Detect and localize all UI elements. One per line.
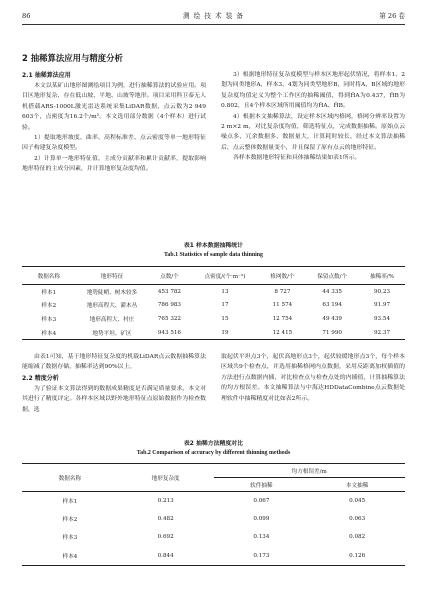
- table1-header: 点数/个: [148, 267, 190, 285]
- table-row: [22, 312, 405, 326]
- paragraph: 2）计算单一地形特征值，主成分贡献率和累计贡献率，提取影响地形特征的主成分因素，并计算地形复杂度均值。: [22, 155, 206, 173]
- paragraph: 4）根据本文抽稀算法，设定样本区域内格网，格网分辨率设置为2 m×2 m，对比复杂度均值，筛选特征点，完成数据抽稀。原始点云噪点多、冗余数据多，数据量大，计算耗时较长，经过本文算法抽稀后，点云整体数据量变小，并且保留了原有点云的地形特征。: [221, 113, 405, 151]
- table-cell: 0.126: [349, 552, 366, 559]
- table2-header-complexity: 地形复杂度: [118, 464, 214, 492]
- table1-header: 保留点数/个: [305, 267, 359, 285]
- table-row: [22, 326, 405, 340]
- table2-header-group: 均方根误差/m: [214, 464, 406, 478]
- table-cell: 0.844: [157, 552, 174, 559]
- table-cell: 765 322: [157, 315, 181, 322]
- table-cell: 样本3: [62, 535, 78, 542]
- table-cell: 12 415: [272, 329, 293, 336]
- paragraph: 各样本数据地形特征和具体抽稀结果如表1所示。: [233, 155, 361, 162]
- table-cell: 0.482: [157, 516, 174, 523]
- table1-caption: [22, 242, 405, 260]
- table-cell: 0.099: [253, 516, 270, 523]
- table1-caption-en: Tab.1 Statistics of sample data thinning: [164, 252, 263, 258]
- table-cell: 453 782: [157, 288, 181, 295]
- table2-caption-zh: 表2 抽稀方法精度对比: [183, 441, 244, 447]
- table-cell: 90.23: [373, 288, 390, 295]
- table1-header: 数据名称: [22, 267, 76, 285]
- paragraph: 取起伏平坦点3个，起伏高地形点3个，起伏较缓地形点3个，每个样本区域共9个检查点，并选用抽稀格网内点数据，采用反距离加权插值的方法进行点数据内插，对比检查点与检查点处的内插值，计算抽稀算法的均方根误差。本文抽稀算法与中海达HDDataCombine点云数据处理软件中抽稀精度对比如表2所示。: [221, 354, 405, 402]
- table-row: [22, 547, 405, 566]
- table-cell: 93.54: [373, 315, 390, 322]
- table-cell: 943 516: [157, 329, 181, 336]
- paragraph: 由表1可知，基于地形特征复杂度的机载LiDAR点云数据抽稀算法能缩减了数据存储，抽稀率达到90%以上。: [22, 354, 206, 371]
- running-header: [22, 10, 405, 25]
- table-cell: 0.067: [253, 498, 270, 505]
- table-cell: 0.173: [253, 552, 270, 559]
- table-cell: 63 194: [322, 302, 342, 309]
- table-row: [22, 492, 405, 511]
- table2-caption: [22, 440, 405, 458]
- table-row: [22, 510, 405, 528]
- table-cell: 44 335: [322, 288, 342, 295]
- paragraph: 1）提取地形坡度、曲率、高程标准差、点云密度等单一地形特征因子构建复杂度模型。: [22, 135, 206, 152]
- table-cell: 样本2: [62, 517, 78, 524]
- table-cell: 样本1: [41, 289, 57, 296]
- table-cell: 样本1: [62, 499, 78, 506]
- table-cell: 0.063: [349, 516, 366, 523]
- table2-header-name: 数据名称: [22, 464, 118, 492]
- table-cell: 8 727: [274, 288, 291, 295]
- volume-label: 第 26 卷: [379, 12, 405, 20]
- table-cell: 样本3: [41, 316, 57, 323]
- table-cell: 19: [221, 329, 229, 336]
- table-row: [22, 299, 405, 313]
- table-cell: 0.692: [157, 534, 174, 541]
- table1: [22, 266, 405, 340]
- page-number: 86: [22, 12, 31, 20]
- paragraph: 本文以某矿山地形图测绘项目为例，进行抽稀算法的试验应用。项目区地形复杂，存在低山坡、平地、山坡等地形。项目采用科卫泰无人机搭载ARS-1000L激光雷达系统采集LiDAR数据，点云数为2 949 603个，点密度为16.2个/m²。本文选用部分数据（4个样本）进行试验。: [22, 83, 206, 131]
- table1-header: 抽稀率/%: [359, 267, 405, 285]
- paragraph: 为了验证本文算法得到的数据成果精度是否满足质量要求，本文对其进行了精度评定。各样本区域以野外地形特征点原始数据作为检查数据，选: [22, 385, 206, 413]
- journal-title: 测 绘 技 术 装 备: [182, 12, 245, 20]
- table-cell: 0.134: [253, 534, 270, 541]
- table1-header: 地形特征: [76, 267, 149, 285]
- table-row: [22, 285, 405, 299]
- table-cell: 0.213: [157, 498, 174, 505]
- table-cell: 地势平坦、矿区: [92, 330, 132, 337]
- bottom-right-column: [221, 352, 405, 404]
- section-heading: 2 抽稀算法应用与精度分析: [22, 53, 123, 63]
- table-cell: 样本4: [41, 330, 57, 337]
- table-cell: 13: [221, 288, 229, 295]
- left-column: [22, 70, 206, 175]
- table-cell: 12 754: [272, 315, 293, 322]
- table-cell: 71 990: [322, 329, 342, 336]
- table2: [22, 463, 405, 566]
- table-cell: 15: [221, 315, 229, 322]
- table-cell: 样本2: [41, 303, 57, 310]
- subsection-heading-2-2: 2.2 精度分析: [22, 374, 59, 382]
- table1-header: 点密度/(个·m⁻²): [191, 267, 260, 285]
- table-cell: 49 439: [322, 315, 342, 322]
- bottom-left-column: [22, 352, 206, 415]
- paragraph: 3）根据地形特征复杂度模型与样本区地形起伏情况，将样本1、2划为同类地形A，样本3、4划为同类型地形B，同时将A、B区域的地形复杂度均值定义为整个工作区的抽稀阈值，得到H̄A为0.437，H̄B为0.802，且4个样本区域所用阈值均为H̄A、H̄B。: [221, 72, 405, 110]
- table-cell: 92.37: [373, 329, 390, 336]
- subsection-heading-2-1: 2.1 抽稀算法应用: [22, 72, 71, 79]
- table-cell: 地形高程大、灌木丛: [86, 303, 138, 310]
- table-cell: 786 983: [157, 302, 181, 309]
- table-cell: 0.045: [349, 498, 366, 505]
- table1-header: 格网数/个: [259, 267, 305, 285]
- table2-header-ours: 本文抽稀: [309, 478, 405, 492]
- table-cell: 0.082: [349, 534, 366, 541]
- table2-header-software: 软件抽稀: [214, 478, 310, 492]
- table-cell: 17: [221, 302, 229, 309]
- right-column: [221, 70, 405, 164]
- table2-caption-en: Tab.2 Comparison of accuracy by different thinning methods: [136, 450, 291, 456]
- table-cell: 地形高程大、村庄: [89, 316, 135, 323]
- table-cell: 91.97: [373, 302, 390, 309]
- table-cell: 地势陡峭、树木较多: [86, 289, 138, 296]
- table1-caption-zh: 表1 样本数据抽稀统计: [183, 243, 244, 249]
- table-cell: 样本4: [62, 553, 78, 560]
- table-cell: 11 574: [272, 302, 293, 309]
- table-row: [22, 528, 405, 546]
